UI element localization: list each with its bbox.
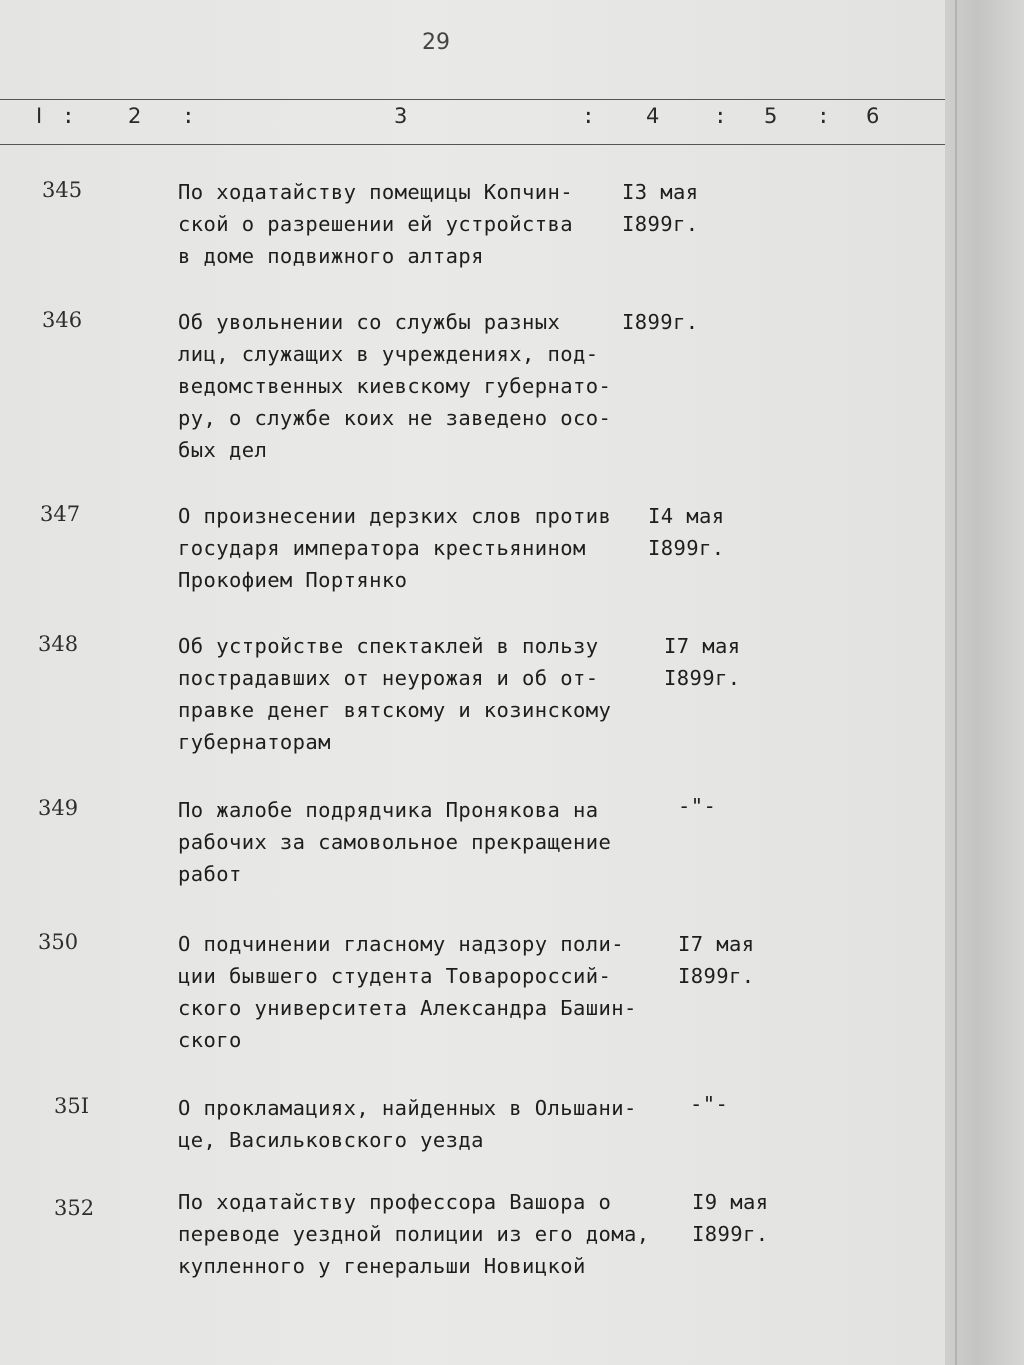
entry-title: По ходатайству помещицы Копчин- ской о разрешении ей устройства в доме подвижного алтаря <box>178 180 574 268</box>
column-separator: : <box>714 104 727 128</box>
entry-title: О произнесении дерзких слов против государя императора крестьянином Прокофием Портянко <box>178 504 612 592</box>
entry-date: -"- <box>690 1092 729 1116</box>
column-header-2: 2 <box>128 104 142 128</box>
column-separator: : <box>182 104 195 128</box>
column-header-3: 3 <box>394 104 408 128</box>
table-header-bottom-rule <box>0 144 945 145</box>
column-separator: : <box>62 104 75 128</box>
entry-date: I3 мая I899г. <box>622 180 699 236</box>
entry-date: I899г. <box>622 310 699 334</box>
page-edge <box>945 0 1024 1365</box>
entry-date: I4 мая I899г. <box>648 504 725 560</box>
entry-title: О прокламациях, найденных в Ольшани- це, Васильковского уезда <box>178 1096 637 1152</box>
entry-number: 346 <box>42 308 83 332</box>
entry-title: Об увольнении со службы разных лиц, служащих в учреждениях, под- ведомственных киевскому губернато- ру, о службе коих не заведено осо- бых дел <box>178 310 612 462</box>
entry-number: 352 <box>54 1196 95 1220</box>
entry-title: По жалобе подрядчика Пронякова на рабочих за самовольное прекращение работ <box>178 798 612 886</box>
entry-number: 345 <box>42 178 83 202</box>
entry-date: I7 мая I899г. <box>678 932 755 988</box>
column-header-6: 6 <box>866 104 880 128</box>
entry-number: 35I <box>54 1094 90 1118</box>
entry-number: 348 <box>38 632 79 656</box>
entry-date: -"- <box>678 794 717 818</box>
entry-number: 350 <box>38 930 79 954</box>
column-header-1: I <box>36 104 43 128</box>
entry-number: 347 <box>40 502 81 526</box>
entry-date: I9 мая I899г. <box>692 1190 769 1246</box>
entry-title: По ходатайству профессора Вашора о переводе уездной полиции из его дома, купленного у генеральши Новицкой <box>178 1190 650 1278</box>
entry-date: I7 мая I899г. <box>664 634 741 690</box>
column-separator: : <box>582 104 595 128</box>
column-header-5: 5 <box>764 104 778 128</box>
column-header-4: 4 <box>646 104 660 128</box>
entry-title: О подчинении гласному надзору поли- ции бывшего студента Товаророссий- ского университета Александра Башин- ского <box>178 932 637 1052</box>
table-header-top-rule <box>0 99 945 100</box>
column-separator: : <box>817 104 830 128</box>
page-number: 29 <box>422 30 450 55</box>
entry-title: Об устройстве спектаклей в пользу пострадавших от неурожая и об от- правке денег вятскому и козинскому губернаторам <box>178 634 612 754</box>
entry-number: 349 <box>38 796 79 820</box>
